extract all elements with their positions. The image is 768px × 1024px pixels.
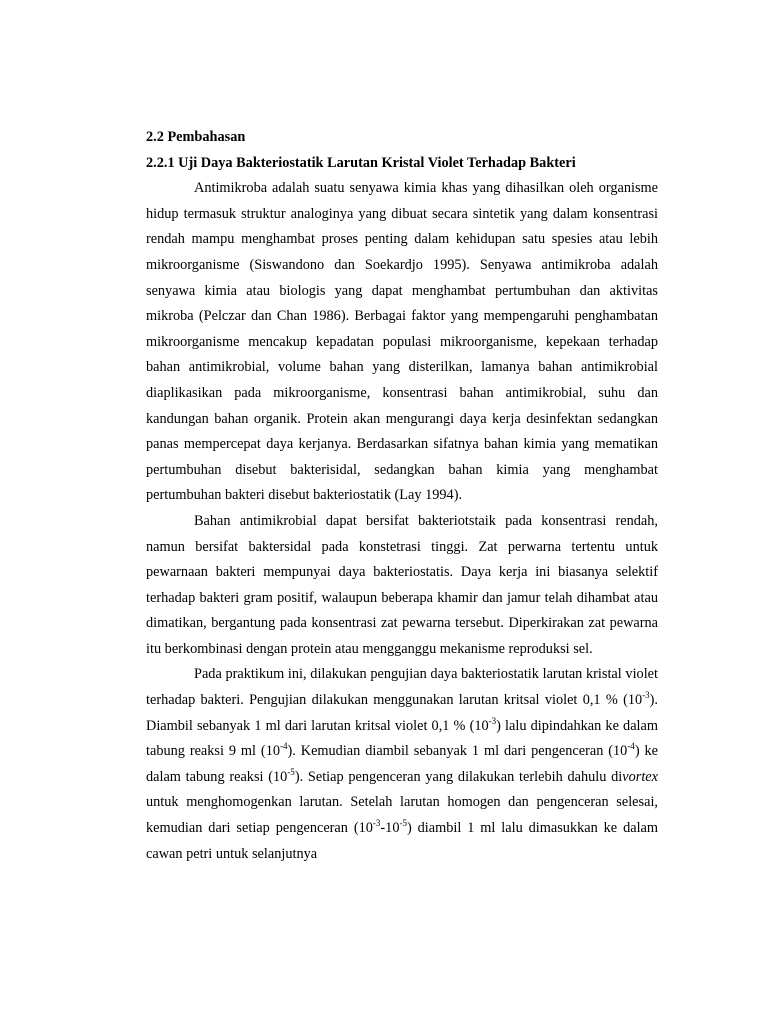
paragraph-praktikum	[146, 662, 658, 867]
paragraph-text: ) lalu dipindahkan ke dalam tabung reaksi 9 ml (10	[146, 717, 658, 760]
paragraph-text: ). Setiap pengenceran yang dilakukan terlebih dahulu di	[294, 768, 623, 785]
exponent: -3	[642, 690, 650, 701]
exponent: -3	[488, 715, 497, 726]
exponent: -4	[280, 741, 288, 752]
paragraph-antimikroba: Antimikroba adalah suatu senyawa kimia khas yang dihasilkan oleh organisme hidup termasuk struktur analoginya yang dibuat secara sintetik yang dalam konsentrasi rendah mampu menghambat proses penting dalam kehidupan satu spesies atau lebih mikroorganisme (Siswandono dan Soekardjo 1995). Senyawa antimikroba adalah senyawa kimia atau biologis yang dapat menghambat pertumbuhan dan aktivitas mikroba (Pelczar dan Chan 1986). Berbagai faktor yang mempengaruhi penghambatan mikroorganisme mencakup kepadatan populasi mikroorganisme, kepekaan terhadap bahan antimikrobial, volume bahan yang disterilkan, lamanya bahan antimikrobial diaplikasikan pada mikroorganisme, konsentrasi bahan antimikrobial, suhu dan kandungan bahan organik. Protein akan mengurangi daya kerja desinfektan sedangkan panas mempercepat daya kerjanya. Berdasarkan sifatnya bahan kimia yang mematikan pertumbuhan disebut bakterisidal, sedangkan bahan kimia yang menghambat pertumbuhan bakteri disebut bakteriostatik (Lay 1994).	[146, 180, 658, 504]
exponent: -4	[627, 741, 635, 752]
paragraph-text: ) diambil 1 ml lalu dimasukkan ke dalam cawan petri untuk selanjutnya	[146, 820, 659, 862]
paragraph-text: ) ke dalam tabung reaksi (10	[146, 743, 658, 785]
exponent: -5	[399, 818, 407, 829]
paragraph-text: ). Diambil sebanyak 1 ml dari larutan kritsal violet 0,1 % (10	[146, 692, 658, 734]
paragraph-text: ). Kemudian diambil sebanyak 1 ml dari pengenceran (10	[287, 743, 628, 760]
exponent: -3	[372, 818, 381, 829]
italic-term-vortex: vortex	[622, 768, 658, 785]
paragraph-text: Pada praktikum ini, dilakukan pengujian daya bakteriostatik larutan kristal violet terhadap bakteri. Pengujian dilakukan menggunakan larutan kritsal violet 0,1 % (10	[146, 666, 658, 709]
exponent: -5	[287, 767, 295, 778]
document-body	[146, 125, 658, 867]
paragraph-text: untuk menghomogenkan larutan. Setelah larutan homogen dan pengenceran selesai, kemudian dari setiap pengenceran (10	[146, 794, 658, 837]
paragraph-bahan-antimikrobial: Bahan antimikrobial dapat bersifat bakteriotstaik pada konsentrasi rendah, namun bersifat baktersidal pada konstetrasi tinggi. Zat perwarna tertentu untuk pewarnaan bakteri mempunyai daya bakteriostatis. Daya kerja ini biasanya selektif terhadap bakteri gram positif, walaupun beberapa khamir dan jamur telah dihambat atau dimatikan, bergantung pada konsentrasi zat pewarna tersebut. Diperkirakan zat pewarna itu berkombinasi dengan protein atau mengganggu mekanisme reproduksi sel.	[146, 512, 658, 657]
section-heading: 2.2 Pembahasan	[146, 129, 246, 145]
paragraph-text: -10	[380, 820, 400, 837]
subsection-heading: 2.2.1 Uji Daya Bakteriostatik Larutan Kristal Violet Terhadap Bakteri	[146, 154, 576, 171]
